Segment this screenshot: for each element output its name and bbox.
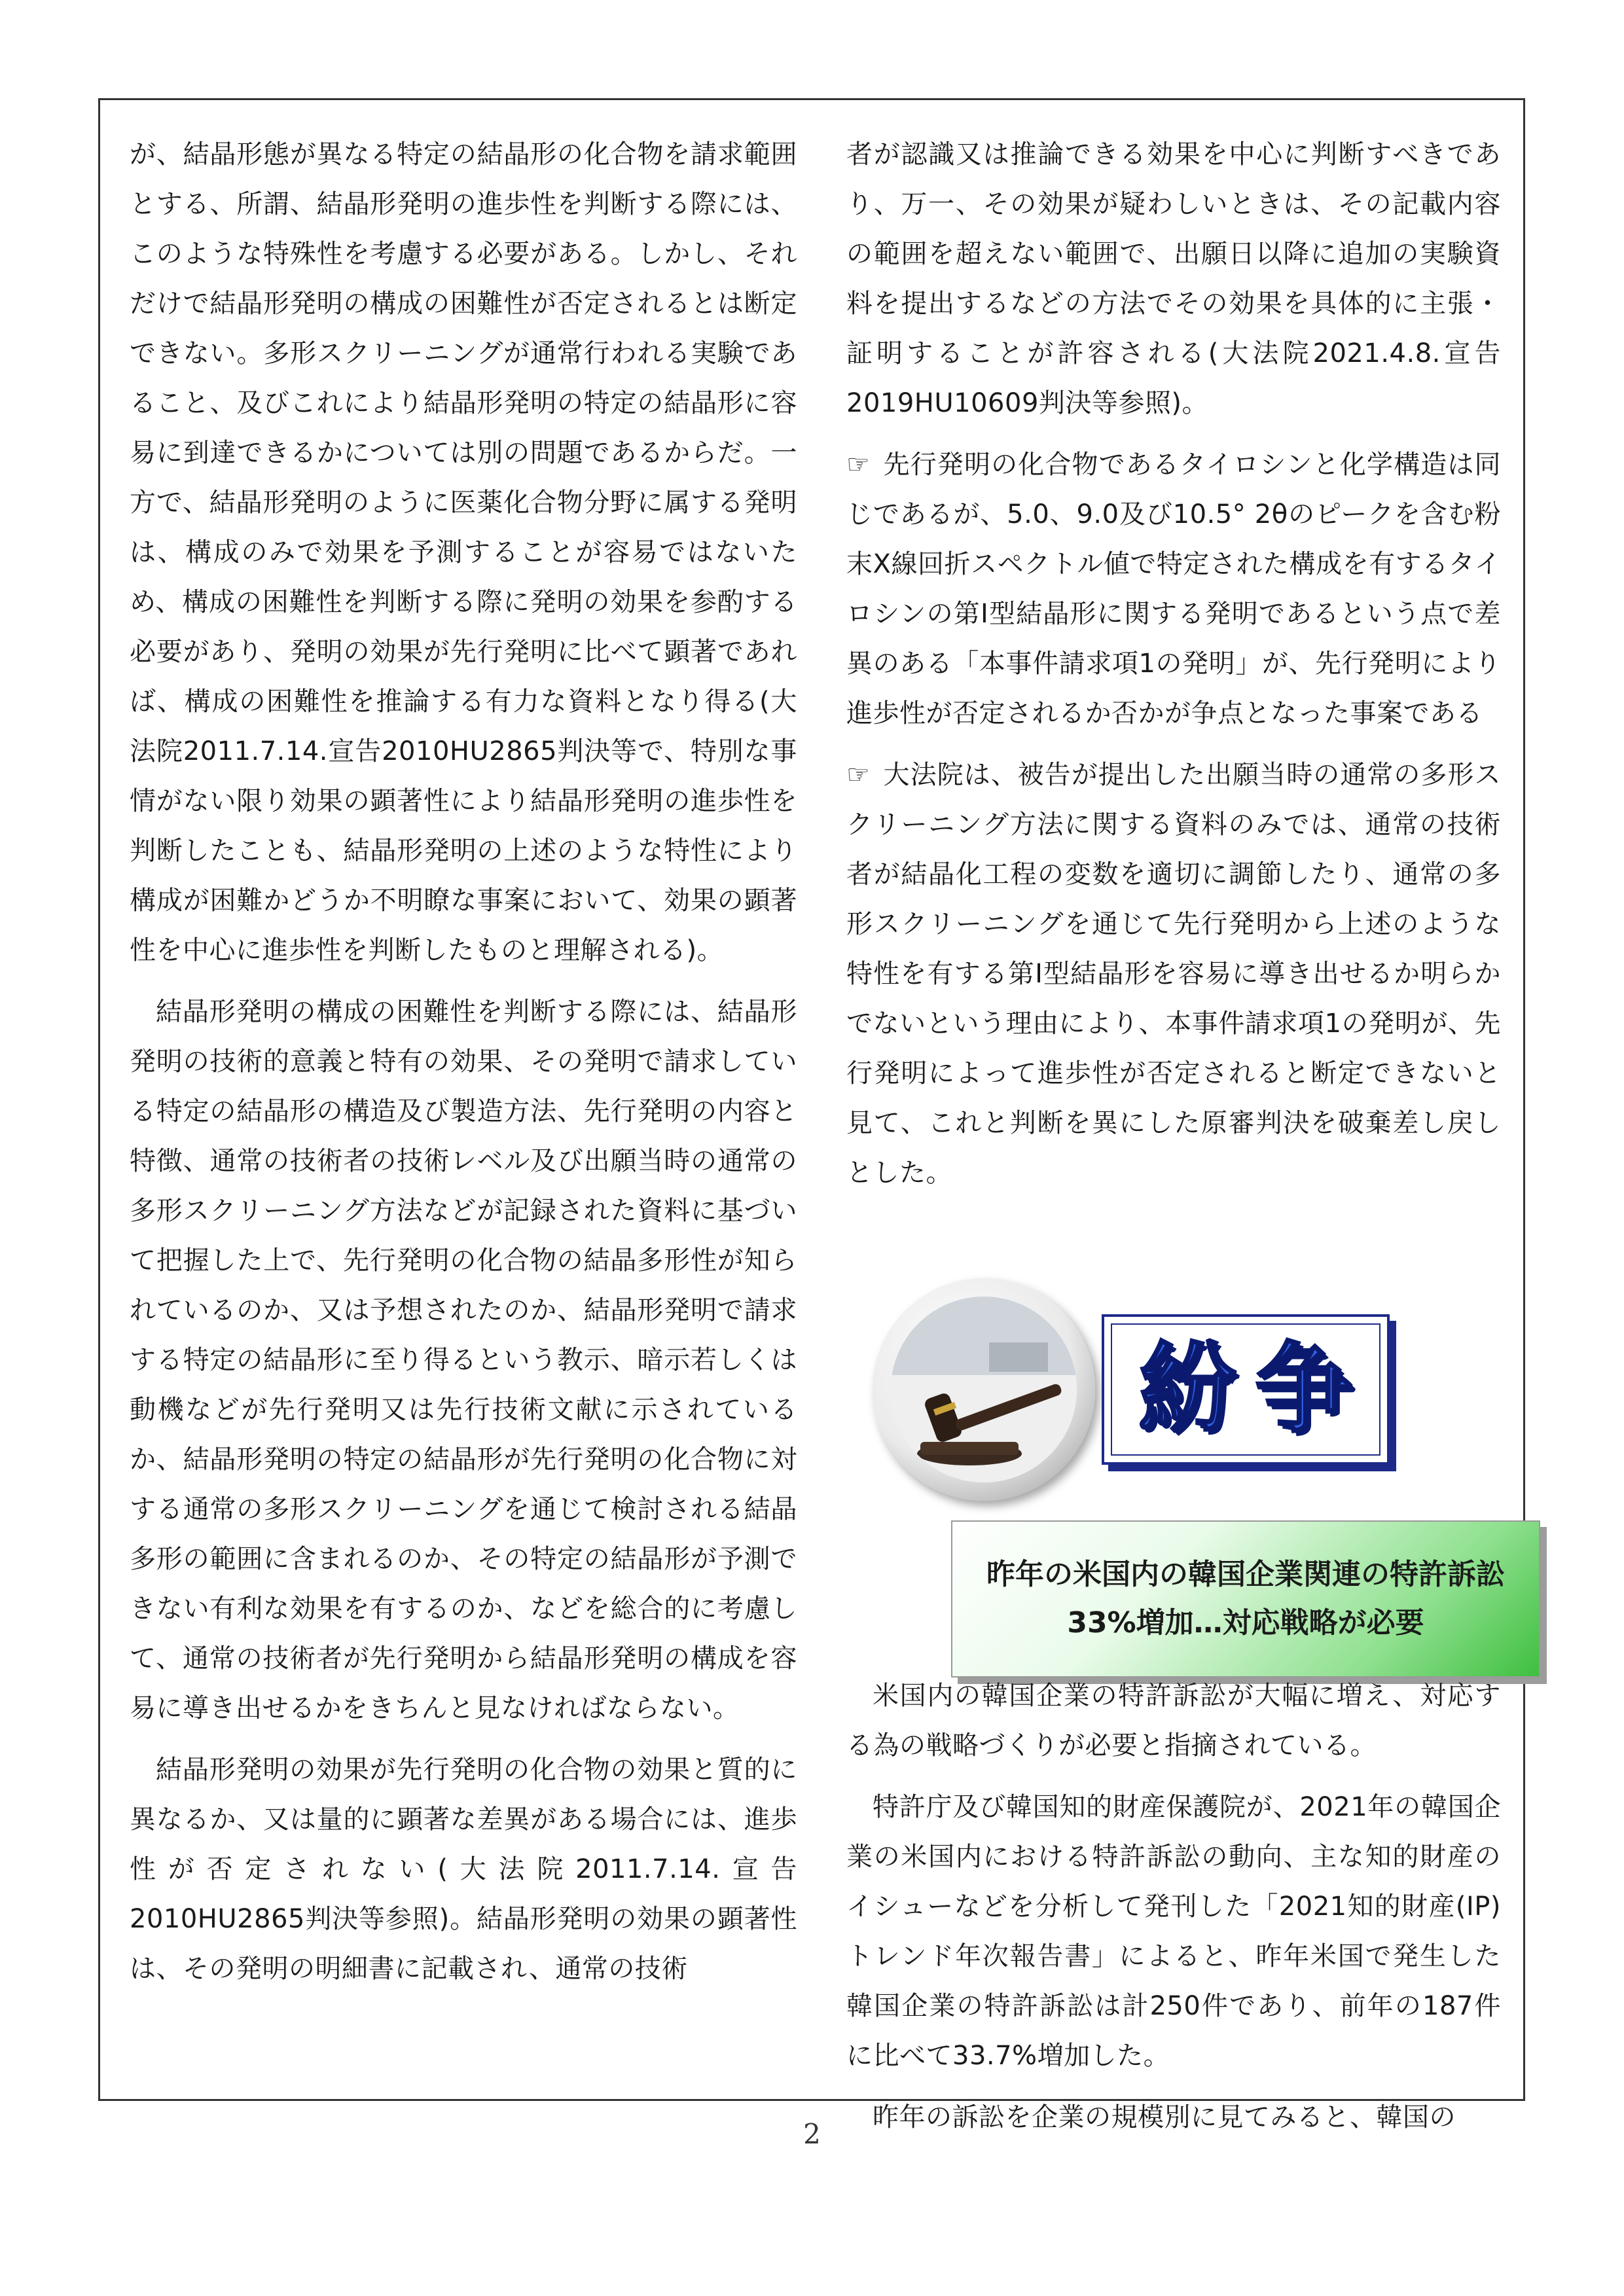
gavel-illustration: [891, 1297, 1077, 1482]
page-number: 2: [803, 2118, 821, 2150]
page-frame: [98, 98, 1525, 2132]
left-column: [130, 130, 797, 2005]
right-paragraph-3: [846, 750, 1501, 1198]
right-column: [846, 130, 1501, 1210]
left-paragraph-1: が、結晶形態が異なる特定の結晶形の化合物を請求範囲とする、所謂、結晶形発明の進歩性を判断する際には、このような特殊性を考慮する必要がある。しかし、それだけで結晶形発明の構成の困難性が否定されるとは断定できない。多形スクリーニングが通常行われる実験であること、及びこれにより結晶形発明の特定の結晶形に容易に到達できるかについては別の問題であるからだ。一方で、結晶形発明のように医薬化合物分野に属する発明は、構成のみで効果を予測することが容易ではないため、構成の困難性を判断する際に発明の効果を参酌する必要があり、発明の効果が先行発明に比べて顕著であれば、構成の困難性を推論する有力な資料となり得る(大法院2011.7.14.宣告2010HU2865判決等で、特別な事情がない限り効果の顕著性により結晶形発明の進歩性を判断したことも、結晶形発明の上述のような特性により構成が困難かどうか不明瞭な事案において、効果の顕著性を中心に進歩性を判断したものと理解される)。: [130, 139, 797, 965]
dispute-title-char-1: 紛: [1138, 1333, 1237, 1446]
right-paragraph-3-text: 大法院は、被告が提出した出願当時の通常の多形スクリーニング方法に関する資料のみでは、通常の技術者が結晶化工程の変数を適切に調節したり、通常の多形スクリーニングを通じて先行発明から上述のような特性を有する第Ⅰ型結晶形を容易に導き出せるか明らかでないという理由により、本事件請求項1の発明が、先行発明によって進歩性が否定されると断定できないと見て、これと判断を異にした原審判決を破棄差し戻しとした。: [846, 760, 1501, 1188]
pointing-hand-icon: ☞: [846, 450, 871, 480]
dispute-title-box: [1102, 1314, 1390, 1465]
headline-line-1: 昨年の米国内の韓国企業関連の特許訴訟: [986, 1558, 1505, 1591]
pointing-hand-icon: ☞: [846, 760, 871, 790]
dispute-section: [846, 1278, 1505, 1645]
dispute-title-char-2: 争: [1254, 1333, 1353, 1446]
right-paragraph-2: [846, 440, 1501, 738]
dispute-headline: [951, 1520, 1540, 1677]
photo-frame: [873, 1278, 1095, 1501]
dispute-body: [846, 1671, 1501, 2154]
dispute-title-inner: [1111, 1323, 1380, 1456]
dispute-paragraph-3: 昨年の訴訟を企業の規模別に見てみると、韓国の: [873, 2102, 1456, 2132]
headline-line-2: 33%増加…対応戦略が必要: [1067, 1606, 1424, 1640]
left-paragraph-3: 結晶形発明の効果が先行発明の化合物の効果と質的に異なるか、又は量的に顕著な差異がある場合には、進歩性が否定されない(大法院2011.7.14.宣告2010HU2865判決等参照)。結晶形発明の効果の顕著性は、その発明の明細書に記載され、通常の技術: [130, 1755, 797, 1984]
gavel-icon: [891, 1297, 1077, 1482]
right-paragraph-1: 者が認識又は推論できる効果を中心に判断すべきであり、万一、その効果が疑わしいときは、その記載内容の範囲を超えない範囲で、出願日以降に追加の実験資料を提出するなどの方法でその効果を具体的に主張・証明することが許容される(大法院2021.4.8.宣告2019HU10609判決等参照)。: [846, 139, 1501, 418]
dispute-paragraph-1: 米国内の韓国企業の特許訴訟が大幅に増え、対応する為の戦略づくりが必要と指摘されている。: [846, 1681, 1501, 1761]
dispute-paragraph-2: 特許庁及び韓国知的財産保護院が、2021年の韓国企業の米国内における特許訴訟の動向、主な知的財産のイシューなどを分析して発刊した「2021知的財産(IP)トレンド年次報告書」によると、昨年米国で発生した韓国企業の特許訴訟は計250件であり、前年の187件に比べて33.7%増加した。: [846, 1792, 1501, 2071]
right-paragraph-2-text: 先行発明の化合物であるタイロシンと化学構造は同じであるが、5.0、9.0及び10.5° 2θのピークを含む粉末X線回折スペクトル値で特定された構成を有するタイロシンの第Ⅰ型結晶形に関する発明であるという点で差異のある「本事件請求項1の発明」が、先行発明により進歩性が否定されるか否かが争点となった事案である: [846, 450, 1501, 728]
left-paragraph-2: 結晶形発明の構成の困難性を判断する際には、結晶形発明の技術的意義と特有の効果、その発明で請求している特定の結晶形の構造及び製造方法、先行発明の内容と特徴、通常の技術者の技術レベル及び出願当時の通常の多形スクリーニング方法などが記録された資料に基づいて把握した上で、先行発明の化合物の結晶多形性が知られているのか、又は予想されたのか、結晶形発明で請求する特定の結晶形に至り得るという教示、暗示若しくは動機などが先行発明又は先行技術文献に示されているか、結晶形発明の特定の結晶形が先行発明の化合物に対する通常の多形スクリーニングを通じて検討される結晶多形の範囲に含まれるのか、その特定の結晶形が予測できない有利な効果を有するのか、などを総合的に考慮して、通常の技術者が先行発明から結晶形発明の構成を容易に導き出せるかをきちんと見なければならない。: [130, 997, 797, 1723]
